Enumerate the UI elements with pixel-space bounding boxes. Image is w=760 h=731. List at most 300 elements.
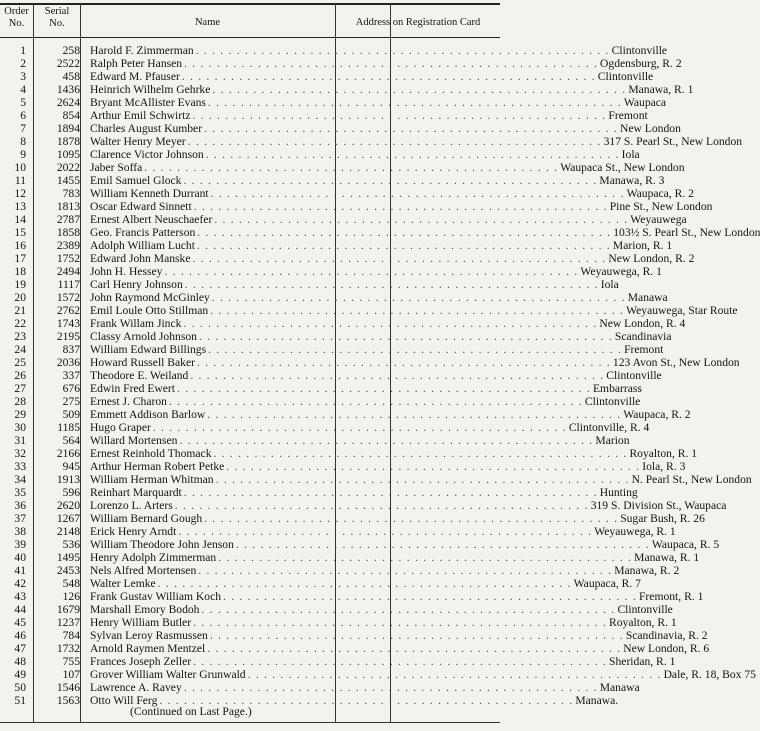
table-row: [0, 57, 682, 70]
dot-leader: . . . . . . . . . . . . . . . . . . . . . . . . . . . . . . . . . . . . . . . . . . . . . . . . . . .: [187, 135, 602, 148]
registrant-name: Marshall Emory Bodoh: [90, 603, 200, 616]
registrant-entry: [90, 343, 664, 356]
serial-number: 275: [62, 395, 80, 408]
order-number: 25: [14, 356, 26, 369]
registration-address: Manawa, R. 1: [628, 83, 694, 96]
address-header: Address on Registration Card: [355, 17, 481, 28]
registrant-name: Hugo Graper: [90, 421, 151, 434]
registrant-name: Walter Henry Meyer: [90, 135, 186, 148]
dot-leader: . . . . . . . . . . . . . . . . . . . . . . . . . . . . . . . . . . . . . . . . . . . . . . . . . . .: [157, 577, 572, 590]
dot-leader: . . . . . . . . . . . . . . . . . . . . . . . . . . . . . . . . . . . . . . . . . . . . . . . . . . .: [159, 694, 574, 707]
dot-leader: . . . . . . . . . . . . . . . . . . . . . . . . . . . . . . . . . . . . . . . . . . . . . . . . . . .: [204, 122, 619, 135]
name-header: Name: [194, 17, 221, 28]
serial-number: 107: [62, 668, 80, 681]
registration-address: New London, R. 6: [623, 642, 710, 655]
dot-leader: . . . . . . . . . . . . . . . . . . . . . . . . . . . . . . . . . . . . . . . . . . . . . . . . . . .: [197, 226, 612, 239]
serial-number: 458: [62, 70, 80, 83]
serial-number: 1679: [56, 603, 80, 616]
dot-leader: . . . . . . . . . . . . . . . . . . . . . . . . . . . . . . . . . . . . . . . . . . . . . . . . . . .: [218, 551, 633, 564]
serial-number: 258: [62, 44, 80, 57]
continued-note: (Continued on Last Page.): [130, 705, 252, 718]
registrant-name: William Herman Whitman: [90, 473, 214, 486]
dot-leader: . . . . . . . . . . . . . . . . . . . . . . . . . . . . . . . . . . . . . . . . . . . . . . . . . . .: [212, 83, 627, 96]
registrant-name: John H. Hessey: [90, 265, 163, 278]
table-row: [0, 200, 713, 213]
registrant-name: Ernest J. Charon: [90, 395, 167, 408]
registrant-name: Ernest Albert Neuschaefer: [90, 213, 213, 226]
serial-number: 2166: [56, 447, 80, 460]
registration-address: Waupaca, R. 2: [626, 187, 694, 200]
serial-number: 1858: [56, 226, 80, 239]
order-number: 6: [20, 109, 26, 122]
order-number: 26: [14, 369, 26, 382]
registrant-name: Carl Henry Johnson: [90, 278, 183, 291]
order-number: 40: [14, 551, 26, 564]
order-number: 42: [14, 577, 26, 590]
registration-address: Iola: [600, 278, 619, 291]
registration-address: Dale, R. 18, Box 75: [663, 668, 756, 681]
order-number: 20: [14, 291, 26, 304]
dot-leader: . . . . . . . . . . . . . . . . . . . . . . . . . . . . . . . . . . . . . . . . . . . . . . . . . . .: [208, 343, 623, 356]
registration-address: Iola: [621, 148, 640, 161]
serial-number: 1237: [56, 616, 80, 629]
registrant-entry: [90, 642, 710, 655]
table-row: [0, 83, 694, 96]
serial-number: 1743: [56, 317, 80, 330]
dot-leader: . . . . . . . . . . . . . . . . . . . . . . . . . . . . . . . . . . . . . . . . . . . . . . . . . . .: [183, 486, 598, 499]
table-row: [0, 512, 705, 525]
serial-number: 2620: [56, 499, 80, 512]
dot-leader: . . . . . . . . . . . . . . . . . . . . . . . . . . . . . . . . . . . . . . . . . . . . . . . . . . .: [193, 200, 608, 213]
dot-leader: . . . . . . . . . . . . . . . . . . . . . . . . . . . . . . . . . . . . . . . . . . . . . . . . . . .: [178, 525, 593, 538]
order-number: 49: [14, 668, 26, 681]
registration-address: Clintonville: [606, 369, 662, 382]
table-row: [0, 538, 720, 551]
registrant-entry: [90, 681, 640, 694]
registrant-name: Lawrence A. Ravey: [90, 681, 182, 694]
dot-leader: . . . . . . . . . . . . . . . . . . . . . . . . . . . . . . . . . . . . . . . . . . . . . . . . . . .: [177, 382, 591, 395]
registrant-entry: [90, 57, 682, 70]
registration-address: Scandinavia: [614, 330, 672, 343]
order-number: 14: [14, 213, 26, 226]
serial-number: 1185: [57, 421, 80, 434]
serial-number: 2148: [56, 525, 80, 538]
dot-leader: . . . . . . . . . . . . . . . . . . . . . . . . . . . . . . . . . . . . . . . . . . . . . . . . . . .: [144, 161, 559, 174]
registrant-name: Jaber Soffa: [90, 161, 143, 174]
dot-leader: . . . . . . . . . . . . . . . . . . . . . . . . . . . . . . . . . . . . . . . . . . . . . . . . . . .: [210, 187, 625, 200]
table-row: [0, 161, 685, 174]
dot-leader: . . . . . . . . . . . . . . . . . . . . . . . . . . . . . . . . . . . . . . . . . . . . . . . . . . .: [223, 590, 637, 603]
order-number: 41: [14, 564, 26, 577]
registrant-name: Geo. Francis Patterson: [90, 226, 196, 239]
registration-address: Hunting: [599, 486, 638, 499]
table-row: [0, 291, 668, 304]
registrant-entry: [90, 421, 650, 434]
registration-address: 123 Avon St., New London: [612, 356, 740, 369]
registrant-name: Frank Gustav William Koch: [90, 590, 222, 603]
serial-number: 1732: [56, 642, 80, 655]
registrant-name: Emil Samuel Glock: [90, 174, 182, 187]
table-row: [0, 473, 752, 486]
registrant-entry: [90, 70, 654, 83]
registrant-entry: [90, 174, 665, 187]
dot-leader: . . . . . . . . . . . . . . . . . . . . . . . . . . . . . . . . . . . . . . . . . . . . . . . . . . .: [196, 356, 611, 369]
serial-number: 783: [62, 187, 80, 200]
registrant-entry: [90, 291, 668, 304]
dot-leader: . . . . . . . . . . . . . . . . . . . . . . . . . . . . . . . . . . . . . . . . . . . . . . . . . . .: [196, 239, 611, 252]
serial-number: 1572: [56, 291, 80, 304]
registration-address: Clintonville: [584, 395, 641, 408]
order-number: 28: [14, 395, 26, 408]
serial-number: 1894: [56, 122, 80, 135]
serial-number: 126: [62, 590, 80, 603]
registration-address: Manawa, R. 1: [634, 551, 700, 564]
table-row: [0, 486, 638, 499]
table-row: [0, 356, 740, 369]
order-number: 3: [20, 70, 26, 83]
registration-address: Royalton, R. 1: [609, 616, 677, 629]
table-row: [0, 317, 686, 330]
dot-leader: . . . . . . . . . . . . . . . . . . . . . . . . . . . . . . . . . . . . . . . . . . . . . . . . . . .: [192, 252, 607, 265]
serial-number: 337: [62, 369, 80, 382]
table-row: [0, 681, 640, 694]
registrant-entry: [90, 499, 727, 512]
dot-leader: . . . . . . . . . . . . . . . . . . . . . . . . . . . . . . . . . . . . . . . . . . . . . . . . . . .: [183, 174, 598, 187]
registration-address: Royalton, R. 1: [629, 447, 698, 460]
dot-leader: . . . . . . . . . . . . . . . . . . . . . . . . . . . . . . . . . . . . . . . . . . . . . . . . . . .: [164, 265, 579, 278]
order-number: 31: [14, 434, 26, 447]
registration-address: Manawa.: [575, 694, 619, 707]
dot-leader: . . . . . . . . . . . . . . . . . . . . . . . . . . . . . . . . . . . . . . . . . . . . . . . . . . .: [207, 96, 622, 109]
order-number: 19: [14, 278, 26, 291]
registrant-entry: [90, 408, 691, 421]
order-number: 4: [20, 83, 26, 96]
registrant-name: Otto Will Ferg: [90, 694, 158, 707]
registrant-entry: [90, 629, 708, 642]
registration-address: 317 S. Pearl St., New London: [603, 135, 743, 148]
order-number: 16: [14, 239, 26, 252]
registrant-table: [0, 44, 760, 707]
order-number: 18: [14, 265, 26, 278]
dot-leader: . . . . . . . . . . . . . . . . . . . . . . . . . . . . . . . . . . . . . . . . . . . . . . . . . . .: [192, 109, 607, 122]
table-row: [0, 265, 662, 278]
table-row: [0, 135, 743, 148]
registrant-entry: [90, 265, 662, 278]
registrant-name: Harold F. Zimmerman: [90, 44, 194, 57]
dot-leader: . . . . . . . . . . . . . . . . . . . . . . . . . . . . . . . . . . . . . . . . . . . . . . . . . . .: [174, 499, 589, 512]
table-row: [0, 421, 650, 434]
order-number: 36: [14, 499, 26, 512]
table-row: [0, 447, 698, 460]
registrant-entry: [90, 434, 630, 447]
table-row: [0, 343, 664, 356]
registrant-entry: [90, 213, 687, 226]
dot-leader: . . . . . . . . . . . . . . . . . . . . . . . . . . . . . . . . . . . . . . . . . . . . . . . . . . .: [235, 538, 650, 551]
order-number: 51: [14, 694, 26, 707]
serial-number: 1913: [56, 473, 80, 486]
registrant-name: William Edward Billings: [90, 343, 207, 356]
registrant-name: Walter Lemke: [90, 577, 156, 590]
table-row: [0, 252, 695, 265]
registrant-name: Reinhart Marquardt: [90, 486, 182, 499]
table-row: [0, 434, 630, 447]
dot-leader: . . . . . . . . . . . . . . . . . . . . . . . . . . . . . . . . . . . . . . . . . . . . . . . . . . .: [201, 603, 616, 616]
registrant-name: Edwin Fred Ewert: [90, 382, 176, 395]
order-number: 7: [20, 122, 26, 135]
registration-address: Sheridan, R. 1: [609, 655, 676, 668]
registrant-entry: [90, 655, 676, 668]
registration-address: Clintonville: [617, 603, 673, 616]
registrant-entry: [90, 369, 662, 382]
order-number-header: Order No.: [4, 6, 29, 29]
registrant-name: Emmett Addison Barlow: [90, 408, 206, 421]
order-number: 17: [14, 252, 26, 265]
registrant-name: Edward John Manske: [90, 252, 191, 265]
registrant-name: Willard Mortensen: [90, 434, 178, 447]
registration-address: New London, R. 4: [599, 317, 686, 330]
registration-address: N. Pearl St., New London: [631, 473, 752, 486]
dot-leader: . . . . . . . . . . . . . . . . . . . . . . . . . . . . . . . . . . . . . . . . . . . . . . . . . . .: [181, 70, 596, 83]
dot-leader: . . . . . . . . . . . . . . . . . . . . . . . . . . . . . . . . . . . . . . . . . . . . . . . . . . .: [213, 447, 628, 460]
registrant-entry: [90, 148, 640, 161]
bottom-rule: [0, 722, 500, 723]
dot-leader: . . . . . . . . . . . . . . . . . . . . . . . . . . . . . . . . . . . . . . . . . . . . . . . . . . .: [152, 421, 567, 434]
registrant-name: Howard Russell Baker: [90, 356, 195, 369]
registration-address: Manawa, R. 3: [599, 174, 665, 187]
table-row: [0, 304, 738, 317]
serial-number: 2762: [56, 304, 80, 317]
order-number: 45: [14, 616, 26, 629]
dot-leader: . . . . . . . . . . . . . . . . . . . . . . . . . . . . . . . . . . . . . . . . . . . . . . . . . . .: [193, 616, 608, 629]
table-row: [0, 44, 668, 57]
registrant-name: Frances Joseph Zeller: [90, 655, 192, 668]
registration-address: Scandinavia, R. 2: [625, 629, 708, 642]
registrant-entry: [90, 226, 760, 239]
order-number: 24: [14, 343, 26, 356]
registrant-name: Heinrich Wilhelm Gehrke: [90, 83, 211, 96]
registrant-name: Charles August Kumber: [90, 122, 203, 135]
registration-address: Weyauwega, R. 1: [594, 525, 676, 538]
dot-leader: . . . . . . . . . . . . . . . . . . . . . . . . . . . . . . . . . . . . . . . . . . . . . . . . . . .: [215, 473, 630, 486]
serial-number: 2522: [56, 57, 80, 70]
top-rule: [0, 3, 500, 5]
order-number: 2: [20, 57, 26, 70]
registration-address: Fremont: [608, 109, 648, 122]
order-number: 8: [20, 135, 26, 148]
registrant-entry: [90, 200, 713, 213]
registrant-entry: [90, 447, 698, 460]
registration-address: Embarrass: [592, 382, 642, 395]
serial-number: 2494: [56, 265, 80, 278]
order-number: 27: [14, 382, 26, 395]
serial-number: 2787: [56, 213, 80, 226]
table-row: [0, 642, 710, 655]
serial-number: 564: [62, 434, 80, 447]
registrant-name: Frank Willam Jinck: [90, 317, 182, 330]
order-number: 5: [20, 96, 26, 109]
table-row: [0, 96, 667, 109]
registrant-name: John Raymond McGinley: [90, 291, 210, 304]
dot-leader: . . . . . . . . . . . . . . . . . . . . . . . . . . . . . . . . . . . . . . . . . . . . . . . . . . .: [211, 291, 626, 304]
dot-leader: . . . . . . . . . . . . . . . . . . . . . . . . . . . . . . . . . . . . . . . . . . . . . . . . . . .: [183, 317, 598, 330]
serial-number: 2195: [56, 330, 80, 343]
registrant-entry: [90, 538, 720, 551]
dot-leader: . . . . . . . . . . . . . . . . . . . . . . . . . . . . . . . . . . . . . . . . . . . . . . . . . . .: [210, 304, 625, 317]
table-row: [0, 616, 677, 629]
serial-number: 1095: [56, 148, 80, 161]
registrant-entry: [90, 161, 685, 174]
table-row: [0, 590, 704, 603]
dot-leader: . . . . . . . . . . . . . . . . . . . . . . . . . . . . . . . . . . . . . . . . . . . . . . . . . . .: [168, 395, 583, 408]
serial-number: 2389: [56, 239, 80, 252]
table-row: [0, 564, 680, 577]
registrant-entry: [90, 96, 667, 109]
registration-address: New London: [620, 122, 681, 135]
registrant-entry: [90, 512, 705, 525]
registration-address: Waupaca, R. 7: [573, 577, 641, 590]
dot-leader: . . . . . . . . . . . . . . . . . . . . . . . . . . . . . . . . . . . . . . . . . . . . . . . . . . .: [190, 369, 605, 382]
registrant-entry: [90, 252, 695, 265]
registration-address: Waupaca, R. 2: [623, 408, 691, 421]
registrant-name: Lorenzo L. Arters: [90, 499, 173, 512]
dot-leader: . . . . . . . . . . . . . . . . . . . . . . . . . . . . . . . . . . . . . . . . . . . . . . . . . . .: [226, 460, 641, 473]
dot-leader: . . . . . . . . . . . . . . . . . . . . . . . . . . . . . . . . . . . . . . . . . . . . . . . . . . .: [204, 512, 619, 525]
registration-address: Marion, R. 1: [612, 239, 673, 252]
serial-number: 755: [62, 655, 80, 668]
registrant-name: Adolph William Lucht: [90, 239, 195, 252]
table-row: [0, 395, 641, 408]
registrant-entry: [90, 109, 648, 122]
registration-address: Waupaca: [623, 96, 667, 109]
registration-address: Iola, R. 3: [642, 460, 686, 473]
registrant-entry: [90, 278, 619, 291]
serial-number: 548: [62, 577, 80, 590]
dot-leader: . . . . . . . . . . . . . . . . . . . . . . . . . . . . . . . . . . . . . . . . . . . . . . . . . . .: [184, 278, 599, 291]
order-number: 15: [14, 226, 26, 239]
registrant-name: Clarence Victor Johnson: [90, 148, 204, 161]
dot-leader: . . . . . . . . . . . . . . . . . . . . . . . . . . . . . . . . . . . . . . . . . . . . . . . . . . .: [198, 564, 613, 577]
registration-address: 103½ S. Pearl St., New London: [613, 226, 760, 239]
registrant-name: Henry Adolph Zimmerman: [90, 551, 217, 564]
registrant-name: William Bernard Gough: [90, 512, 203, 525]
registrant-name: William Kenneth Durrant: [90, 187, 209, 200]
dot-leader: . . . . . . . . . . . . . . . . . . . . . . . . . . . . . . . . . . . . . . . . . . . . . . . . . . .: [179, 434, 594, 447]
dot-leader: . . . . . . . . . . . . . . . . . . . . . . . . . . . . . . . . . . . . . . . . . . . . . . . . . . .: [184, 57, 599, 70]
registration-address: Clintonville: [597, 70, 654, 83]
order-number: 48: [14, 655, 26, 668]
registrant-name: Edward M. Pfauser: [90, 70, 180, 83]
registration-address: Manawa, R. 2: [614, 564, 680, 577]
registrant-name: Emil Loule Otto Stillman: [90, 304, 209, 317]
serial-number: 1117: [57, 278, 80, 291]
registrant-entry: [90, 44, 668, 57]
table-row: [0, 655, 676, 668]
order-number: 34: [14, 473, 26, 486]
registrant-entry: [90, 577, 641, 590]
order-number: 12: [14, 187, 26, 200]
registrant-entry: [90, 122, 681, 135]
dot-leader: . . . . . . . . . . . . . . . . . . . . . . . . . . . . . . . . . . . . . . . . . . . . . . . . . . .: [205, 148, 620, 161]
dot-leader: . . . . . . . . . . . . . . . . . . . . . . . . . . . . . . . . . . . . . . . . . . . . . . . . . . .: [193, 655, 608, 668]
table-row: [0, 499, 727, 512]
order-number: 44: [14, 603, 26, 616]
serial-number: 1563: [56, 694, 80, 707]
serial-number: 1436: [56, 83, 80, 96]
order-number: 9: [20, 148, 26, 161]
registration-address: Manawa: [627, 291, 668, 304]
registration-address: Ogdensburg, R. 2: [600, 57, 682, 70]
registration-address: Manawa: [599, 681, 640, 694]
serial-number: 676: [62, 382, 80, 395]
registration-address: Pine St., New London: [609, 200, 713, 213]
table-row: [0, 382, 642, 395]
table-row: [0, 577, 641, 590]
order-number: 10: [14, 161, 26, 174]
registration-address: Weyauwega, R. 1: [580, 265, 662, 278]
registrant-entry: [90, 83, 694, 96]
serial-number: 854: [62, 109, 80, 122]
table-row: [0, 174, 665, 187]
registrant-name: Bryant McAllister Evans: [90, 96, 206, 109]
registrant-entry: [90, 616, 677, 629]
table-row: [0, 460, 686, 473]
table-row: [0, 122, 681, 135]
table-row: [0, 239, 673, 252]
order-number: 35: [14, 486, 26, 499]
dot-leader: . . . . . . . . . . . . . . . . . . . . . . . . . . . . . . . . . . . . . . . . . . . . . . . . . . .: [198, 330, 613, 343]
serial-number: 2624: [56, 96, 80, 109]
registrant-entry: [90, 187, 694, 200]
registration-address: New London, R. 2: [608, 252, 695, 265]
registrant-name: Ernest Reinhold Thomack: [90, 447, 212, 460]
serial-number: 1752: [56, 252, 80, 265]
registrant-name: Sylvan Leroy Rasmussen: [90, 629, 208, 642]
table-row: [0, 148, 640, 161]
table-row: [0, 551, 700, 564]
dot-leader: . . . . . . . . . . . . . . . . . . . . . . . . . . . . . . . . . . . . . . . . . . . . . . . . . . .: [209, 629, 624, 642]
registrant-entry: [90, 551, 700, 564]
serial-number: 596: [62, 486, 80, 499]
registration-address: Waupaca, R. 5: [651, 538, 720, 551]
registrant-entry: [90, 564, 680, 577]
registration-address: Clintonville, R. 4: [568, 421, 650, 434]
registrant-entry: [90, 603, 673, 616]
registrant-entry: [90, 668, 756, 681]
table-row: [0, 408, 691, 421]
order-number: 33: [14, 460, 26, 473]
registrant-entry: [90, 395, 641, 408]
table-row: [0, 187, 694, 200]
registration-address: Sugar Bush, R. 26: [620, 512, 705, 525]
registrant-name: Oscar Edward Sinnett: [90, 200, 192, 213]
registrant-name: William Theodore John Jenson: [90, 538, 234, 551]
table-row: [0, 525, 676, 538]
serial-number: 2453: [56, 564, 80, 577]
serial-number: 1546: [56, 681, 80, 694]
serial-number: 2036: [56, 356, 80, 369]
order-number: 47: [14, 642, 26, 655]
order-number: 38: [14, 525, 26, 538]
table-row: [0, 278, 619, 291]
registrant-name: Erick Henry Arndt: [90, 525, 177, 538]
registrant-name: Theodore E. Weiland: [90, 369, 189, 382]
serial-number: 784: [62, 629, 80, 642]
dot-leader: . . . . . . . . . . . . . . . . . . . . . . . . . . . . . . . . . . . . . . . . . . . . . . . . . . .: [207, 408, 622, 421]
order-number: 50: [14, 681, 26, 694]
registration-address: Weyauwega: [630, 213, 687, 226]
order-number: 1: [20, 44, 26, 57]
order-number: 11: [14, 174, 26, 187]
